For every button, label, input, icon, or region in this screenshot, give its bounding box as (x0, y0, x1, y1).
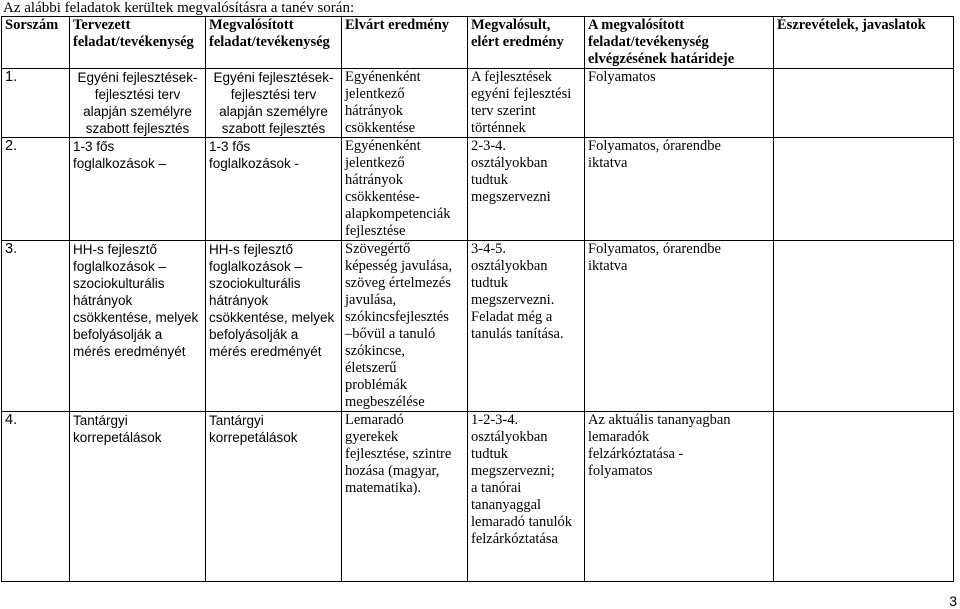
cell-hatarido: Folyamatos, órarendbe iktatva (585, 241, 774, 412)
cell-megvalositott-text: 1-3 fős foglalkozások - (209, 139, 300, 171)
table-row (2, 241, 954, 412)
row-number: 3. (2, 241, 70, 412)
cell-tervezett-text: Tantárgyi korrepetálások (73, 413, 162, 445)
header-row (2, 17, 954, 69)
row-number: 4. (2, 412, 70, 582)
cell-megvalositott (206, 412, 342, 582)
cell-tervezett (70, 241, 206, 412)
cell-megvalosult: 3-4-5. osztályokban tudtuk megszervezni. Feladat még a tanulás tanítása. (468, 241, 585, 412)
header-megvalosult: Megvalósult, elért eredmény (468, 17, 585, 69)
cell-tervezett-text: 1-3 fős foglalkozások – (73, 139, 167, 171)
cell-tervezett (70, 69, 206, 138)
row-number: 2. (2, 138, 70, 241)
cell-megvalositott (206, 69, 342, 138)
header-tervezett: Tervezett feladat/tevékenység (70, 17, 206, 69)
cell-eszrevetelek (774, 69, 954, 138)
row-number: 1. (2, 69, 70, 138)
cell-hatarido: Folyamatos, órarendbe iktatva (585, 138, 774, 241)
cell-elvart: Szövegértő képesség javulása, szöveg értelmezés javulása, szókincsfejlesztés –bővül a tanuló szókincse, életszerű problémák megbeszélése (342, 241, 468, 412)
cell-tervezett (70, 412, 206, 582)
page-number: 3 (949, 593, 957, 609)
cell-megvalosult: 1-2-3-4. osztályokban tudtuk megszervezni; a tanórai tananyaggal lemaradó tanulók felzárkóztatása (468, 412, 585, 582)
cell-megvalositott-text: Egyéni fejlesztések- fejlesztési terv alapján személyre szabott fejlesztés (213, 70, 334, 136)
header-sorszam: Sorszám (2, 17, 70, 69)
cell-tervezett (70, 138, 206, 241)
cell-megvalosult: 2-3-4. osztályokban tudtuk megszervezni (468, 138, 585, 241)
tasks-table (1, 16, 954, 582)
table-row (2, 69, 954, 138)
cell-tervezett-text: HH-s fejlesztő foglalkozások – szociokulturális hátrányok csökkentése, melyek befolyásolják a mérés eredményét (73, 242, 199, 359)
table-row (2, 412, 954, 582)
cell-eszrevetelek (774, 412, 954, 582)
header-elvart: Elvárt eredmény (342, 17, 468, 69)
header-eszrevetelek: Észrevételek, javaslatok (774, 17, 954, 69)
cell-hatarido: Az aktuális tananyagban lemaradók felzárkóztatása - folyamatos (585, 412, 774, 582)
cell-hatarido: Folyamatos (585, 69, 774, 138)
intro-text: Az alábbi feladatok kerültek megvalósításra a tanév során: (3, 0, 355, 16)
cell-elvart: Egyénenként jelentkező hátrányok csökkentése- alapkompetenciák fejlesztése (342, 138, 468, 241)
cell-megvalosult: A fejlesztések egyéni fejlesztési terv szerint történnek (468, 69, 585, 138)
cell-tervezett-text: Egyéni fejlesztések- fejlesztési terv alapján személyre szabott fejlesztés (77, 70, 198, 136)
cell-eszrevetelek (774, 138, 954, 241)
header-hatarido: A megvalósított feladat/tevékenység elvégzésének határideje (585, 17, 774, 69)
cell-elvart: Lemaradó gyerekek fejlesztése, szintre hozása (magyar, matematika). (342, 412, 468, 582)
cell-megvalositott (206, 138, 342, 241)
cell-elvart: Egyénenként jelentkező hátrányok csökkentése (342, 69, 468, 138)
cell-megvalositott-text: Tantárgyi korrepetálások (209, 413, 298, 445)
cell-eszrevetelek (774, 241, 954, 412)
cell-megvalositott (206, 241, 342, 412)
table-row (2, 138, 954, 241)
header-megvalositott: Megvalósított feladat/tevékenység (206, 17, 342, 69)
cell-megvalositott-text: HH-s fejlesztő foglalkozások – szociokulturális hátrányok csökkentése, melyek befolyásolják a mérés eredményét (209, 242, 335, 359)
